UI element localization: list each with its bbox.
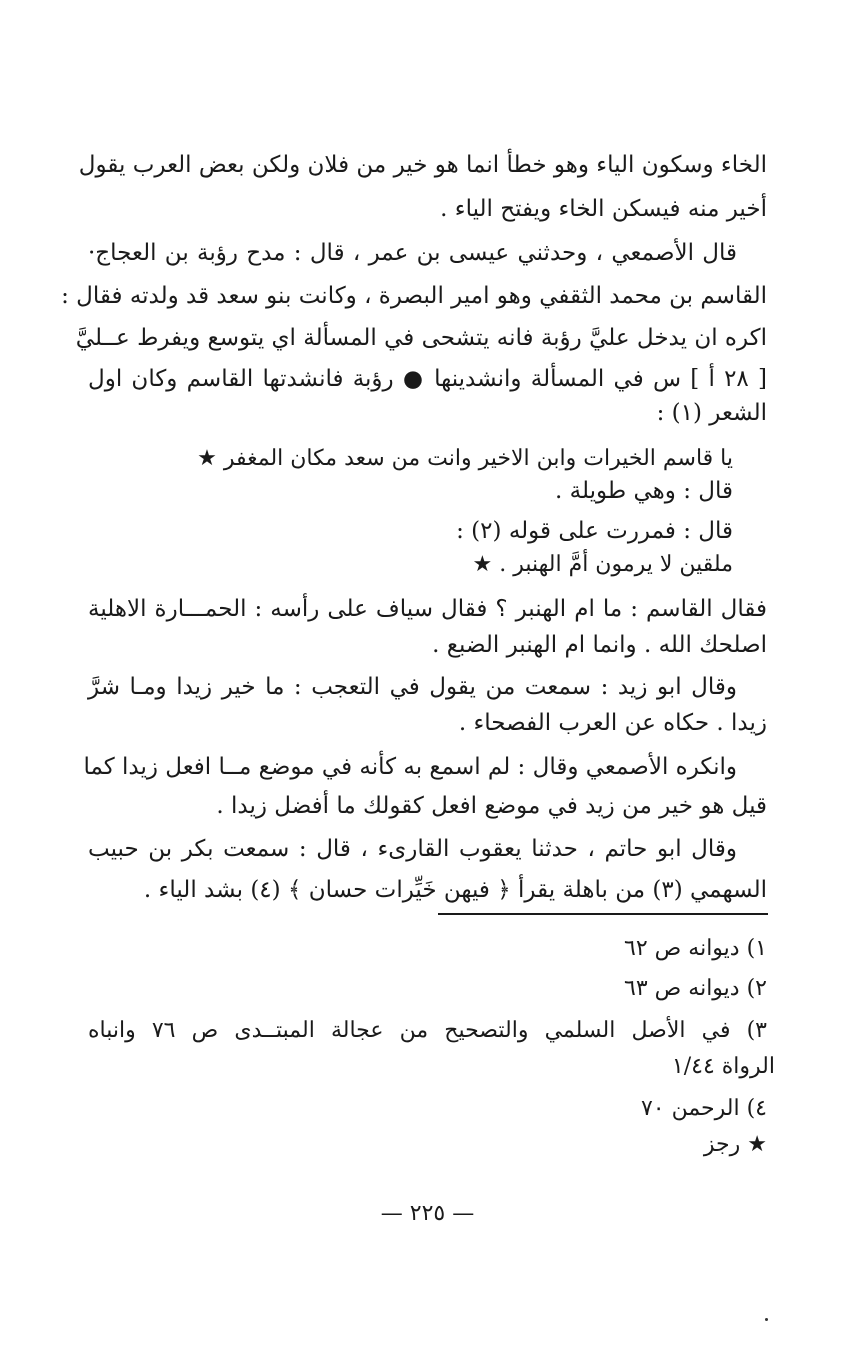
body-line: الشعر (١) : [656,400,767,426]
footnote: ٢) ديوانه ص ٦٣ [624,976,767,1001]
body-line: الخاء وسكون الياء وهو خطأ انما هو خير من فلان ولكن بعض العرب يقول [78,152,767,178]
footnote: ٣) في الأصل السلمي والتصحيح من عجالة المبتــدى ص ٧٦ وانباه [88,1018,767,1043]
speck [765,1318,768,1321]
body-line: اصلحك الله . وانما ام الهنبر الضبع . [432,632,767,658]
body-line: اكره ان يدخل عليَّ رؤبة فانه يتشحى في المسألة اي يتوسع ويفرط عــليَّ [75,325,767,351]
footnote-legend: ★ رجز [703,1132,767,1157]
verse-line: يا قاسم الخيرات وابن الاخير وانت من سعد مكان المغفر ★ [197,446,733,471]
body-line: قيل هو خير من زيد في موضع افعل كقولك ما أفضل زيدا . [216,793,767,819]
footnote: ١) ديوانه ص ٦٢ [624,936,767,961]
paragraph-start-line: وقال ابو زيد : سمعت من يقول في التعجب : ما خير زيدا ومـا شرَّ [88,674,737,700]
verse-line: ملقين لا يرمون أمَّ الهنبر . ★ [472,552,733,577]
page-number: — ٢٢٥ — [380,1201,475,1226]
body-line: القاسم بن محمد الثقفي وهو امير البصرة ، وكانت بنو سعد قد ولدته فقال : [61,283,767,309]
paragraph-start-line: قال الأصمعي ، وحدثني عيسى بن عمر ، قال : مدح رؤبة بن العجاج· [88,240,737,266]
body-line: قال : فمررت على قوله (٢) : [456,518,733,544]
footnote-separator [438,913,768,915]
footnote: ٤) الرحمن ٧٠ [640,1096,767,1121]
body-line: أخير منه فيسكن الخاء ويفتح الياء . [440,196,767,222]
paragraph-start-line: وقال ابو حاتم ، حدثنا يعقوب القارىء ، قال : سمعت بكر بن حبيب [88,836,737,862]
footnote: الرواة ١/٤٤ [671,1054,775,1079]
body-line: قال : وهي طويلة . [555,478,733,504]
body-line: زيدا . حكاه عن العرب الفصحاء . [458,710,767,736]
body-line: [ ٢٨ أ ] س في المسألة وانشدينها ● رؤبة فانشدتها القاسم وكان اول [88,366,767,392]
body-line: فقال القاسم : ما ام الهنبر ؟ فقال سياف على رأسه : الحمـــارة الاهلية [88,596,767,622]
body-line: السهمي (٣) من باهلة يقرأ ﴿ فيهن خَيِّرات حسان ﴾ (٤) بشد الياء . [143,877,767,903]
paragraph-start-line: وانكره الأصمعي وقال : لم اسمع به كأنه في موضع مــا افعل زيدا كما [83,754,737,780]
